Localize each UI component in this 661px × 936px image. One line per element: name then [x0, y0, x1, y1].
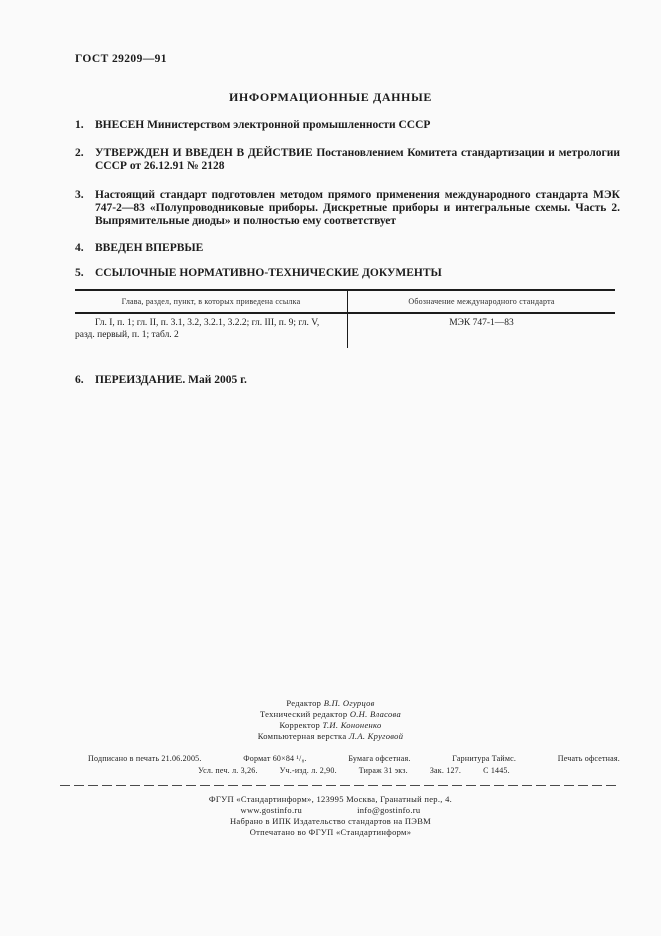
item-text: УТВЕРЖДЕН И ВВЕДЕН В ДЕЙСТВИЕ Постановлением Комитета стандартизации и метрологии СССР от 26.12.91 № 2128	[95, 147, 620, 172]
item-text: ПЕРЕИЗДАНИЕ. Май 2005 г.	[95, 374, 247, 386]
print-format: Формат 60×84 ¹/₈.	[243, 754, 307, 763]
print-info-block	[88, 753, 620, 776]
info-item-2	[75, 147, 620, 173]
print-method: Печать офсетная.	[557, 754, 620, 763]
dashed-divider	[60, 785, 620, 786]
references-table-header	[75, 291, 615, 314]
staff-name: В.П. Огурцов	[323, 698, 375, 708]
publisher-typeset-note: Набрано в ИПК Издательство стандартов на ПЭВМ	[229, 816, 432, 826]
item-number: 3.	[75, 189, 84, 201]
staff-role: Редактор	[286, 698, 322, 708]
staff-line-layout	[0, 731, 661, 742]
cell-reference-location: Гл. I, п. 1; гл. II, п. 3.1, 3.2, 3.2.1, 3.2.2; гл. III, п. 9; гл. V, разд. первый, п. 1; табл. 2	[75, 314, 348, 348]
header-cell-reference-location: Глава, раздел, пункт, в которых приведена ссылка	[75, 291, 348, 312]
print-date: Подписано в печать 21.06.2005.	[88, 754, 202, 763]
publisher-block	[0, 794, 661, 838]
staff-role: Компьютерная верстка	[257, 731, 347, 741]
staff-name: Т.И. Кононенко	[322, 720, 382, 730]
staff-role: Технический редактор	[259, 709, 348, 719]
table-row	[75, 314, 615, 348]
item-text: ВНЕСЕН Министерством электронной промышленности СССР	[95, 119, 431, 131]
print-info-line-1	[88, 753, 620, 764]
staff-name: О.Н. Власова	[349, 709, 402, 719]
print-pub-sheets: Уч.-изд. л. 2,90.	[279, 766, 337, 775]
info-item-1	[75, 119, 620, 132]
staff-name: Л.А. Круговой	[348, 731, 404, 741]
info-item-4	[75, 242, 620, 255]
doc-number: ГОСТ 29209—91	[75, 53, 167, 65]
item-text: Настоящий стандарт подготовлен методом прямого применения международного стандарта МЭК 747-2—83 «Полупроводниковые приборы. Дискретные приборы и интегральные схемы. Часть 2. Выпрямительные диоды» и полностью ему соответствует	[95, 189, 620, 227]
publisher-address: ФГУП «Стандартинформ», 123995 Москва, Гранатный пер., 4.	[208, 794, 453, 804]
editorial-staff-block	[0, 698, 661, 742]
item-number: 4.	[75, 242, 84, 254]
item-number: 6.	[75, 374, 84, 386]
references-table	[75, 289, 615, 348]
print-circulation: Тираж 31 экз.	[358, 766, 408, 775]
info-items	[75, 119, 620, 387]
publisher-printed-note: Отпечатано во ФГУП «Стандартинформ»	[249, 827, 412, 837]
staff-line-technical-editor	[0, 709, 661, 720]
print-sheets: Усл. печ. л. 3,26.	[198, 766, 258, 775]
header-cell-standard-designation: Обозначение международного стандарта	[408, 297, 555, 306]
staff-line-proofreader	[0, 720, 661, 731]
publisher-website: www.gostinfo.ru	[240, 805, 303, 815]
info-item-3	[75, 189, 620, 228]
page-title: ИНФОРМАЦИОННЫЕ ДАННЫЕ	[229, 90, 432, 104]
publisher-contacts	[0, 805, 661, 816]
item-number: 5.	[75, 267, 84, 279]
item-text: ССЫЛОЧНЫЕ НОРМАТИВНО-ТЕХНИЧЕСКИЕ ДОКУМЕНТЫ	[95, 267, 442, 279]
print-code: С 1445.	[483, 766, 510, 775]
item-number: 1.	[75, 119, 84, 131]
print-typeface: Гарнитура Таймс.	[452, 754, 517, 763]
publisher-email: info@gostinfo.ru	[357, 805, 421, 815]
info-item-6	[75, 374, 620, 387]
item-number: 2.	[75, 147, 84, 159]
item-text: ВВЕДЕН ВПЕРВЫЕ	[95, 242, 204, 254]
staff-role: Корректор	[279, 720, 321, 730]
info-item-5	[75, 267, 620, 280]
print-order: Зак. 127.	[429, 766, 462, 775]
cell-standard-designation: МЭК 747-1—83	[449, 318, 514, 328]
staff-line-editor	[0, 698, 661, 709]
print-paper: Бумага офсетная.	[348, 754, 411, 763]
print-info-line-2	[88, 765, 620, 776]
